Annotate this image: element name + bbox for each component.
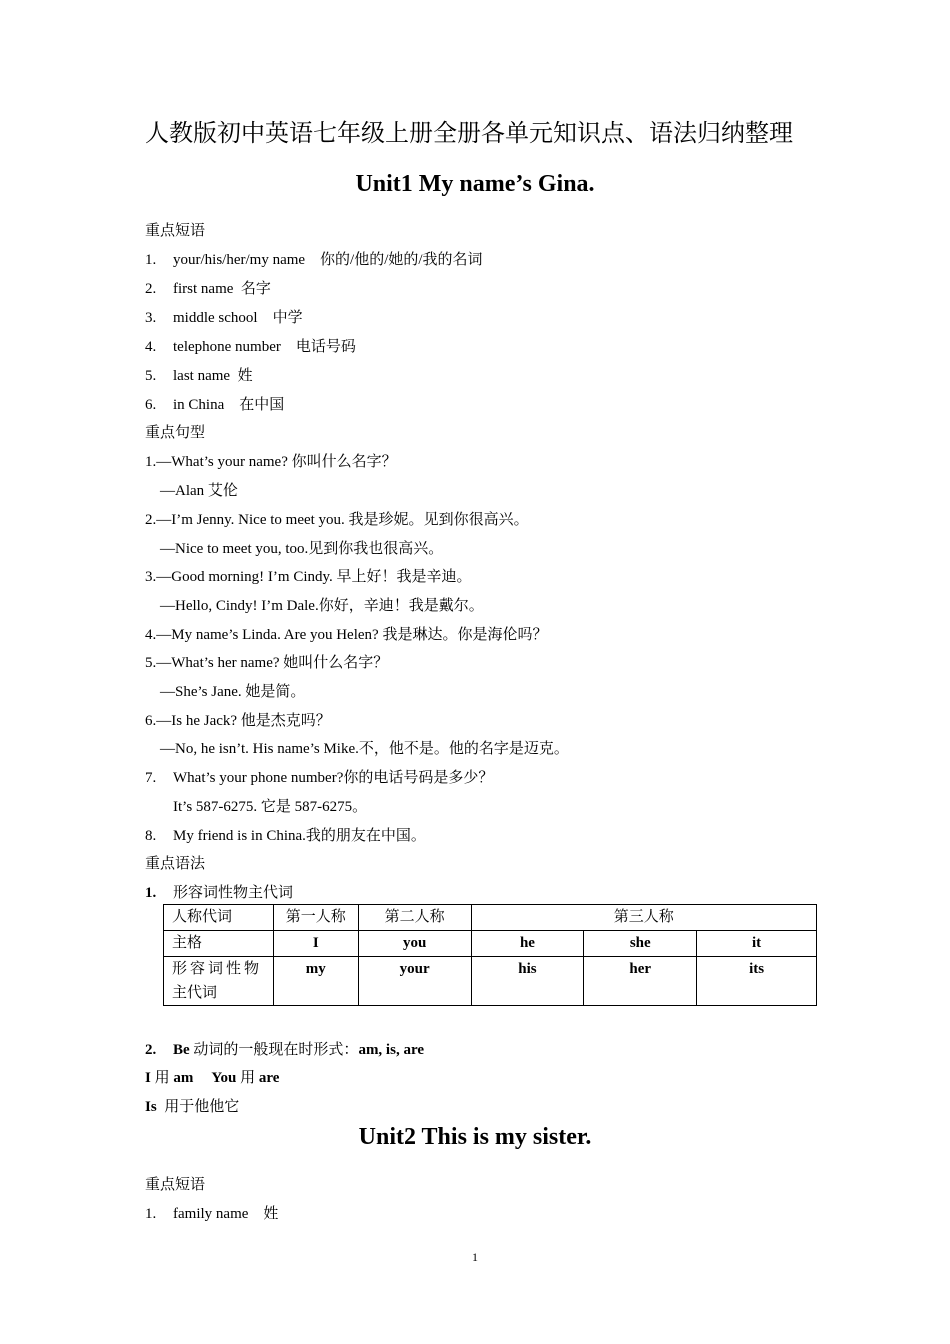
table-cell: he (471, 931, 584, 957)
unit1-phrase-4: 4. telephone number 电话号码 (145, 339, 356, 355)
grammar-rule-2: Is 用于他他它 (145, 1099, 240, 1115)
sentence-line: What’s your phone number?你的电话号码是多少？ (173, 770, 494, 786)
table-cell: 主格 (164, 931, 274, 957)
unit1-title: Unit1 My name’s Gina. (355, 171, 595, 197)
unit2-phrases-heading: 重点短语 (145, 1177, 206, 1193)
table-cell: I (273, 931, 358, 957)
unit1-phrase-5: 5. last name 姓 (145, 368, 253, 384)
table-cell: she (584, 931, 697, 957)
sentence-line: It’s 587-6275. 它是 587-6275。 (173, 799, 368, 815)
sentence-line: 3.—Good morning! I’m Cindy. 早上好！我是辛迪。 (145, 569, 472, 585)
unit2-title: Unit2 This is my sister. (358, 1124, 592, 1150)
sentence-line: 5.—What’s her name? 她叫什么名字？ (145, 655, 389, 671)
table-header-cell: 第二人称 (358, 905, 471, 931)
sentence-line: —No, he isn’t. His name’s Mike.不，他不是。他的名字是迈克。 (160, 741, 569, 757)
unit1-phrase-3: 3. middle school 中学 (145, 310, 303, 326)
page-number: 1 (472, 1250, 478, 1264)
sentence-line: 6.—Is he Jack? 他是杰克吗？ (145, 713, 331, 729)
unit1-phrase-6: 6. in China 在中国 (145, 397, 285, 413)
grammar-point-1: 1. 形容词性物主代词 (145, 885, 294, 901)
grammar-point-2: 2. Be 动词的一般现在时形式：am, is, are (145, 1042, 424, 1058)
sentence-line: —Alan 艾伦 (160, 483, 238, 499)
table-cell: her (584, 957, 697, 1006)
table-header-cell: 人称代词 (164, 905, 274, 931)
sentence-line: 4.—My name’s Linda. Are you Helen? 我是琳达。你是海伦吗？ (145, 627, 548, 643)
table-cell: you (358, 931, 471, 957)
sentence-line: —Hello, Cindy! I’m Dale.你好，辛迪！我是戴尔。 (160, 598, 484, 614)
table-row (164, 931, 817, 957)
sentence-number: 7. (145, 770, 157, 786)
table-row (164, 957, 817, 1006)
sentence-number: 8. (145, 828, 157, 844)
table-cell: your (358, 957, 471, 1006)
sentence-line: 1.—What’s your name? 你叫什么名字？ (145, 454, 397, 470)
table-header-cell: 第三人称 (471, 905, 816, 931)
sentence-line: —Nice to meet you, too.见到你我也很高兴。 (160, 541, 444, 557)
table-cell: its (697, 957, 817, 1006)
unit2-phrase-1: 1. family name 姓 (145, 1206, 279, 1222)
table-cell: 形容词性物 主代词 (164, 957, 274, 1006)
table-cell: my (273, 957, 358, 1006)
unit1-phrase-2: 2. first name 名字 (145, 281, 271, 297)
unit1-grammar-heading: 重点语法 (145, 856, 206, 872)
unit1-phrases-heading: 重点短语 (145, 223, 206, 239)
unit1-sentences-heading: 重点句型 (145, 425, 206, 441)
unit1-phrase-1: 1. your/his/her/my name 你的/他的/她的/我的名词 (145, 252, 483, 268)
table-row (164, 905, 817, 931)
sentence-line: 2.—I’m Jenny. Nice to meet you. 我是珍妮。见到你很高兴。 (145, 512, 529, 528)
document-title: 人教版初中英语七年级上册全册各单元知识点、语法归纳整理 (145, 121, 793, 147)
grammar-rule-1: I 用 am You 用 are (145, 1070, 280, 1086)
table-cell: his (471, 957, 584, 1006)
table-header-cell: 第一人称 (273, 905, 358, 931)
pronoun-table (163, 904, 817, 1006)
sentence-line: My friend is in China.我的朋友在中国。 (173, 828, 426, 844)
sentence-line: —She’s Jane. 她是简。 (160, 684, 306, 700)
table-cell: it (697, 931, 817, 957)
